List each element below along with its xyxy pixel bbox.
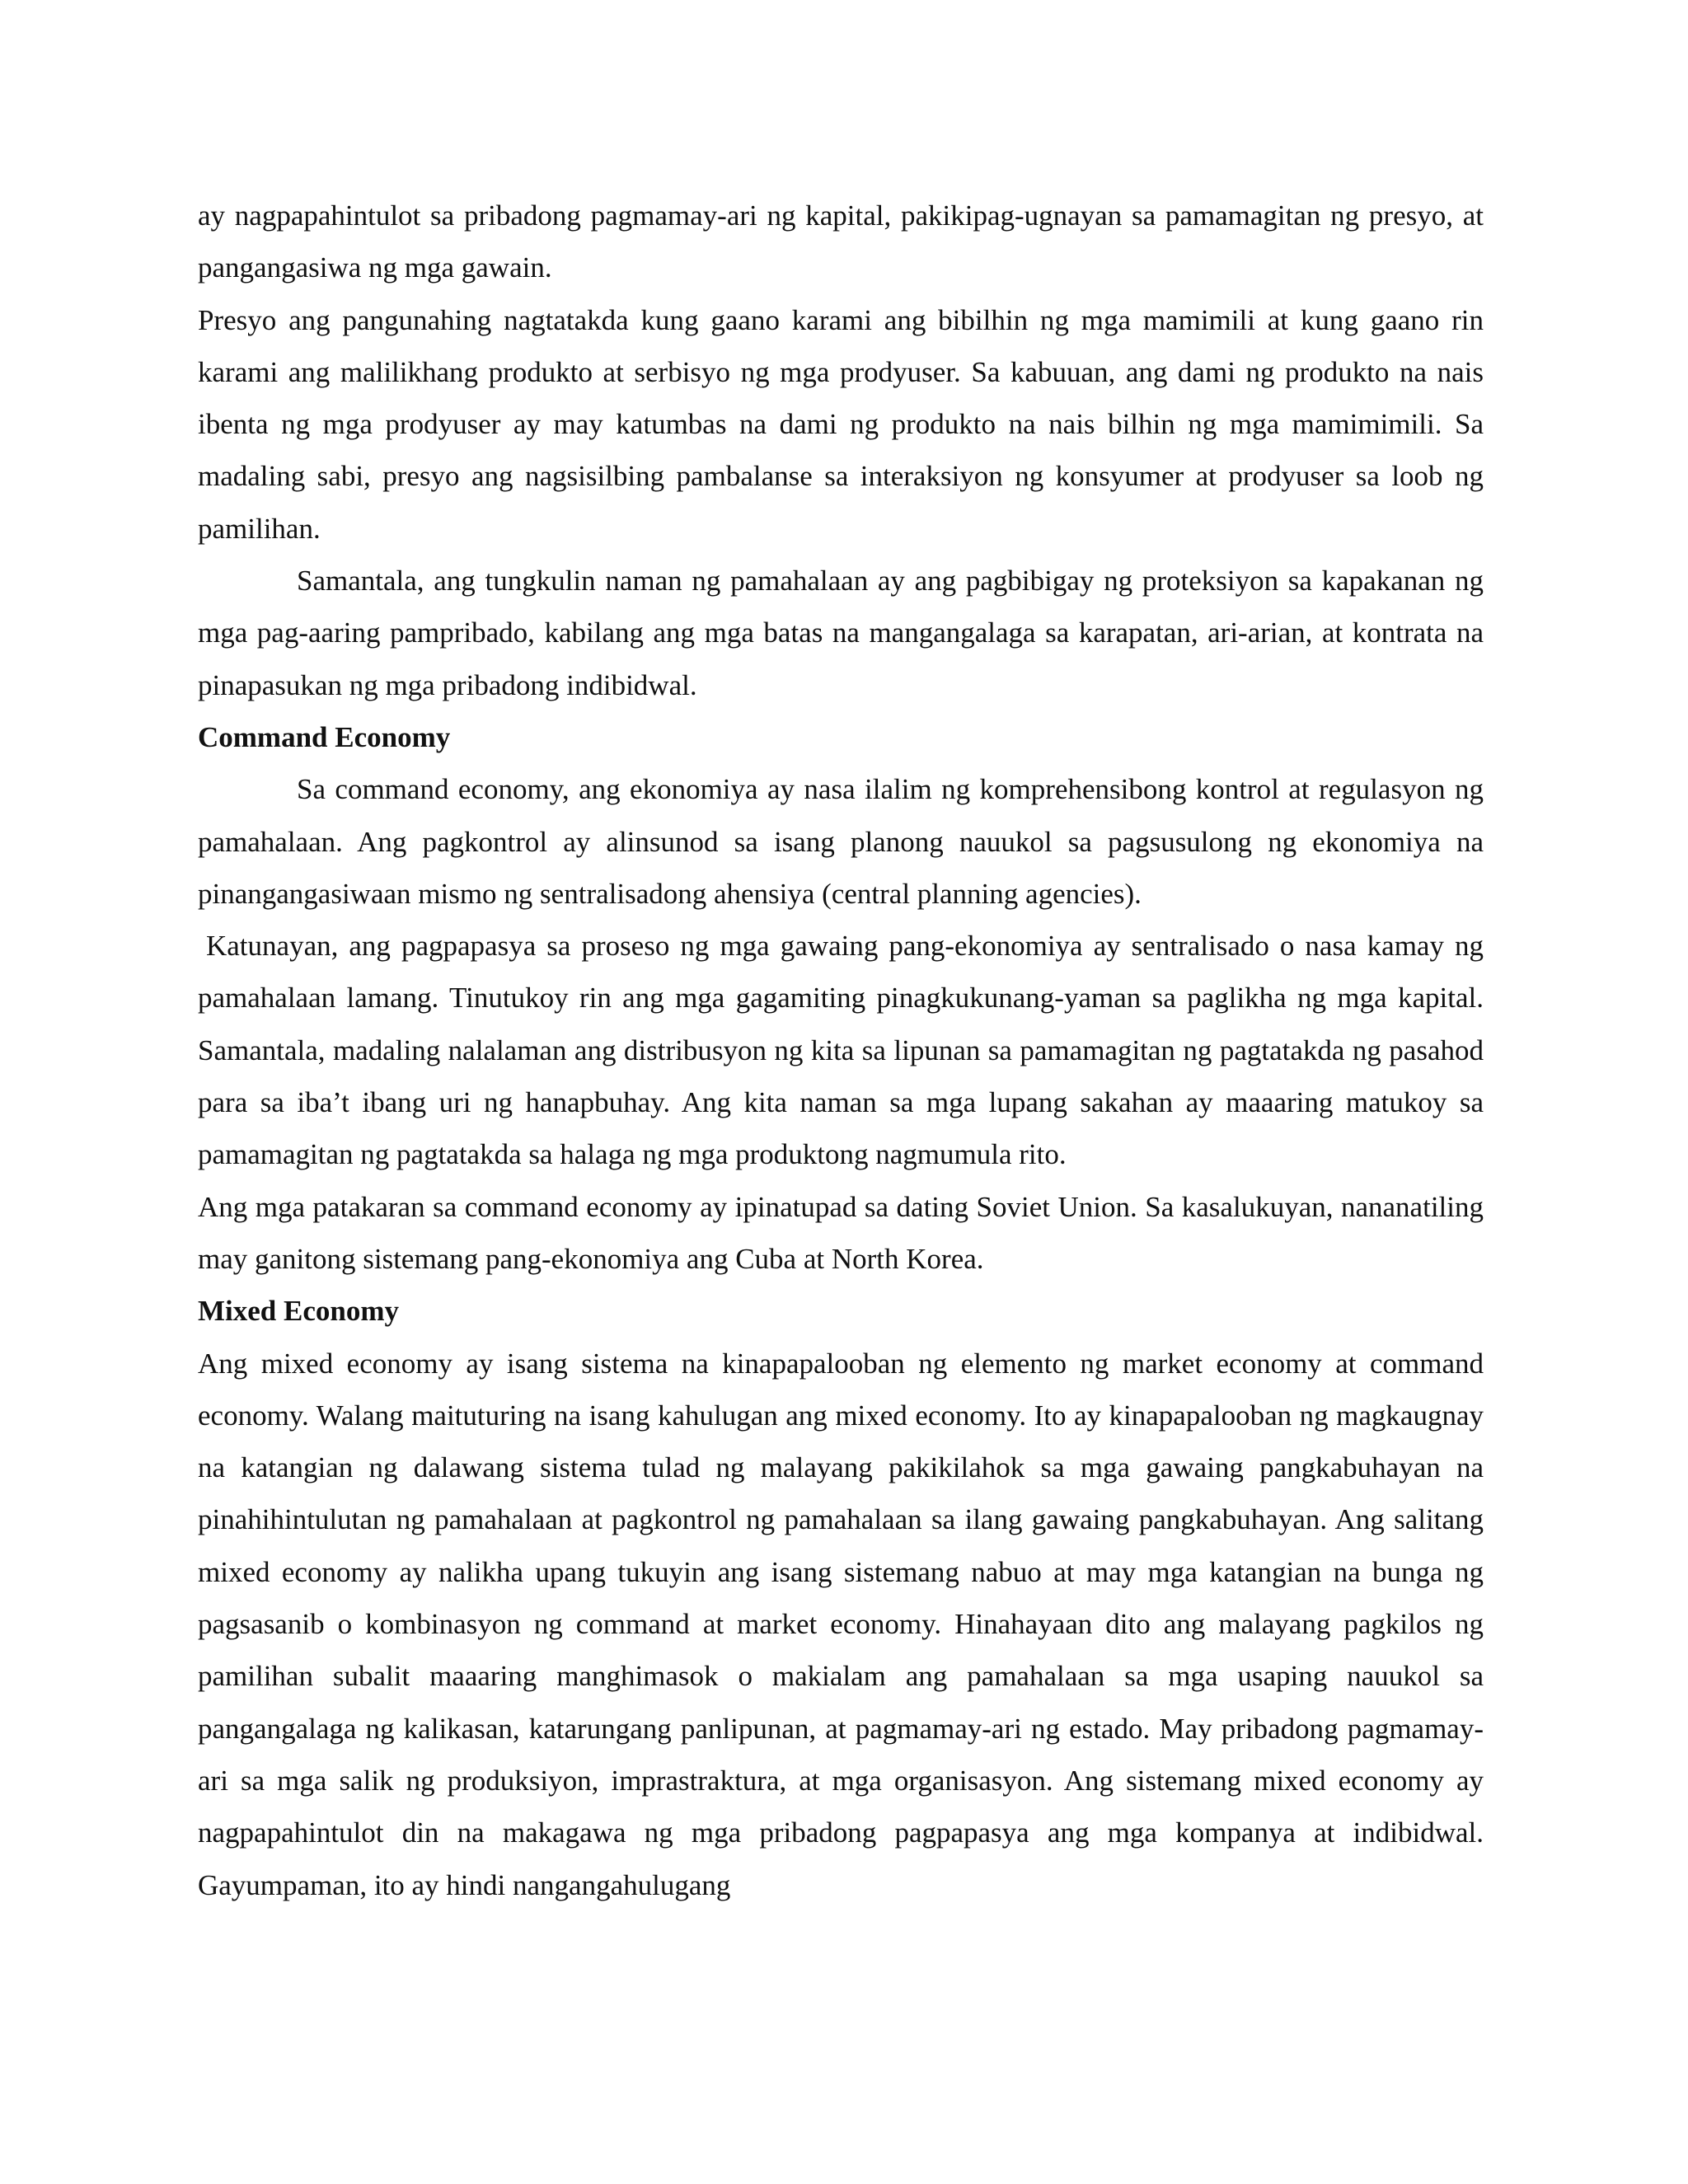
paragraph-command-economy-definition: Sa command economy, ang ekonomiya ay nasa ilalim ng komprehensibong kontrol at regulasyon ng pamahalaan. Ang pagkontrol ay alinsunod sa isang planong nauukol sa pagsusulong ng ekonomiya na pinangangasiwaan mismo ng sentralisadong ahensiya (central planning agencies). xyxy=(198,773,1484,910)
paragraph-command-economy-examples: Ang mga patakaran sa command economy ay ipinatupad sa dating Soviet Union. Sa kasalukuyan, nananatiling may ganitong sistemang pang-ekonomiya ang Cuba at North Korea. xyxy=(198,1190,1484,1275)
paragraph-command-economy-decisions: Katunayan, ang pagpapasya sa proseso ng mga gawaing pang-ekonomiya ay sentralisado o nasa kamay ng pamahalaan lamang. Tinutukoy rin ang mga gagamiting pinagkukunang-yaman sa paglikha ng mga kapital. Samantala, madaling nalalaman ang distribusyon ng kita sa lipunan sa pamamagitan ng pagtatakda ng pasahod para sa iba’t ibang uri ng hanapbuhay. Ang kita naman sa mga lupang sakahan ay maaaring matukoy sa pamamagitan ng pagtatakda sa halaga ng mga produktong nagmumula rito. xyxy=(198,930,1484,1171)
heading-mixed-economy: Mixed Economy xyxy=(198,1295,400,1328)
paragraph-market-economy-continued: ay nagpapahintulot sa pribadong pagmamay-ari ng kapital, pakikipag-ugnayan sa pamamagitan ng presyo, at pangangasiwa ng mga gawain. xyxy=(198,199,1484,284)
paragraph-price-role: Presyo ang pangunahing nagtatakda kung gaano karami ang bibilhin ng mga mamimili at kung gaano rin karami ang malilikhang produkto at serbisyo ng mga prodyuser. Sa kabuuan, ang dami ng produkto na nais ibenta ng mga prodyuser ay may katumbas na dami ng produkto na nais bilhin ng mga mamimimili. Sa madaling sabi, presyo ang nagsisilbing pambalanse sa interaksiyon ng konsyumer at prodyuser sa loob ng pamilihan. xyxy=(198,303,1484,545)
heading-command-economy: Command Economy xyxy=(198,720,451,753)
paragraph-mixed-economy-definition: Ang mixed economy ay isang sistema na kinapapalooban ng elemento ng market economy at command economy. Walang maituturing na isang kahulugan ang mixed economy. Ito ay kinapapalooban ng magkaugnay na katangian ng dalawang sistema tulad ng malayang pakikilahok sa mga gawaing pangkabuhayan na pinahihintulutan ng pamahalaan at pagkontrol ng pamahalaan sa ilang gawaing pangkabuhayan. Ang salitang mixed economy ay nalikha upang tukuyin ang isang sistemang nabuo at may mga katangian na bunga ng pagsasanib o kombinasyon ng command at market economy. Hinahayaan dito ang malayang pagkilos ng pamilihan subalit maaaring manghimasok o makialam ang pamahalaan sa mga usaping nauukol sa pangangalaga ng kalikasan, katarungang panlipunan, at pagmamay-ari ng estado. May pribadong pagmamay-ari sa mga salik ng produksiyon, imprastraktura, at mga organisasyon. Ang sistemang mixed economy ay nagpapahintulot din na makagawa ng mga pribadong pagpapasya ang mga kompanya at indibidwal. Gayumpaman, ito ay hindi nangangahulugang xyxy=(198,1347,1484,1901)
paragraph-government-role: Samantala, ang tungkulin naman ng pamahalaan ay ang pagbibigay ng proteksiyon sa kapakanan ng mga pag-aaring pampribado, kabilang ang mga batas na mangangalaga sa karapatan, ari-arian, at kontrata na pinapasukan ng mga pribadong indibidwal. xyxy=(198,565,1484,701)
document-body xyxy=(198,190,1484,1911)
